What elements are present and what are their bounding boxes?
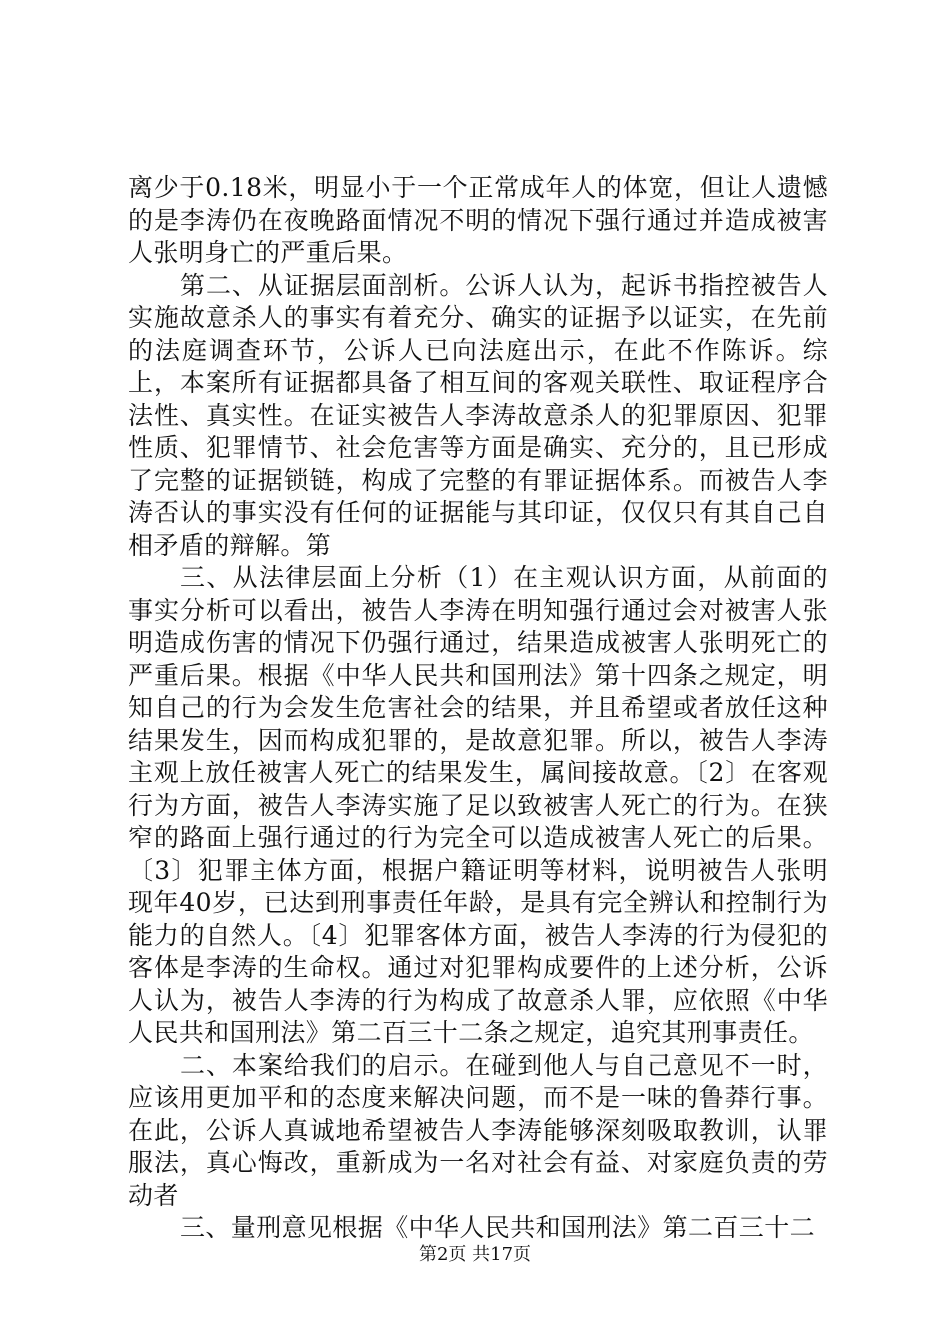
- paragraph-sentencing-opinion: 三、量刑意见根据《中华人民共和国刑法》第二百三十二: [180, 1213, 816, 1242]
- paragraph-evidence-analysis: 第二、从证据层面剖析。公诉人认为，起诉书指控被告人实施故意杀人的事实有着充分、确实的证据予以证实，在先前的法庭调查环节，公诉人已向法庭出示，在此不作陈诉。综上，本案所有证据都具备了相互间的客观关联性、取证程序合法性、真实性。在证实被告人李涛故意杀人的犯罪原因、犯罪性质、犯罪情节、社会危害等方面是确实、充分的，且已形成了完整的证据锁链，构成了完整的有罪证据体系。而被告人李涛否认的事实没有任何的证据能与其印证，仅仅只有其自己自相矛盾的辩解。第: [128, 270, 828, 560]
- page-number-footer: 第2页 共17页: [418, 1244, 532, 1265]
- document-body: [128, 172, 828, 1245]
- paragraph-legal-analysis: 三、从法律层面上分析（1）在主观认识方面，从前面的事实分析可以看出，被告人李涛在明知强行通过会对被害人张明造成伤害的情况下仍强行通过，结果造成被害人张明死亡的严重后果。根据《中华人民共和国刑法》第十四条之规定，明知自己的行为会发生危害社会的结果，并且希望或者放任这种结果发生，因而构成犯罪的，是故意犯罪。所以，被告人李涛主观上放任被害人死亡的结果发生，属间接故意。〔2〕在客观行为方面，被告人李涛实施了足以致被害人死亡的行为。在狭窄的路面上强行通过的行为完全可以造成被害人死亡的后果。〔3〕犯罪主体方面，根据户籍证明等材料，说明被告人张明现年40岁，已达到刑事责任年龄，是具有完全辨认和控制行为能力的自然人。〔4〕犯罪客体方面，被告人李涛的行为侵犯的客体是李涛的生命权。通过对犯罪构成要件的上述分析，公诉人认为，被告人李涛的行为构成了故意杀人罪，应依照《中华人民共和国刑法》第二百三十二条之规定，追究其刑事责任。: [128, 563, 828, 1047]
- paragraph-case-lessons: 二、本案给我们的启示。在碰到他人与自己意见不一时，应该用更加平和的态度来解决问题，而不是一味的鲁莽行事。在此，公诉人真诚地希望被告人李涛能够深刻吸取教训，认罪服法，真心悔改，重新成为一名对社会有益、对家庭负责的劳动者: [128, 1050, 828, 1210]
- paragraph-continuation: 离少于0.18米，明显小于一个正常成年人的体宽，但让人遗憾的是李涛仍在夜晚路面情况不明的情况下强行通过并造成被害人张明身亡的严重后果。: [128, 173, 828, 267]
